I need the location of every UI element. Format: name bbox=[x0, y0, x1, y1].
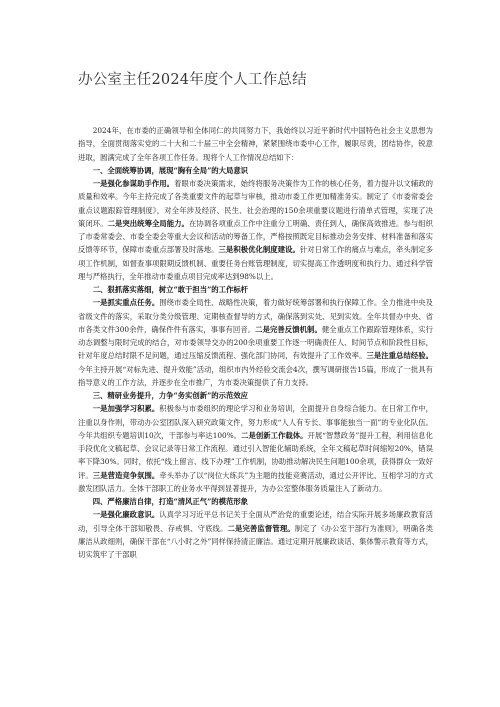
text-1-2: 在协调各项重点工作中注重分工明确、责任到人，确保高效推进。参与组织了市委常委会、市委全委会等重大会议和活动的筹备工作，严格按照既定目标推动会务安排、材料准备和落实反馈等环节，保障市委重点部署及时落地。 bbox=[78, 218, 433, 255]
section-4-paragraph bbox=[78, 508, 433, 561]
lead-3-3: 三是营造竞争氛围。 bbox=[92, 470, 160, 480]
lead-1-1: 一是强化参谋助手作用。 bbox=[92, 179, 175, 188]
lead-3-1: 一是加强学习积累。 bbox=[92, 404, 160, 414]
text-4-1: 认真学习习近平总书记关于全面从严治党的重要论述，结合实际开展多场廉政教育活动，引导全体干部知敬畏、存戒惧、守底线。 bbox=[78, 510, 433, 533]
section-heading-3: 三、精研业务提升，力争“务实创新”的示范效应 bbox=[92, 391, 249, 400]
document-title: 办公室主任2024年度个人工作总结 bbox=[78, 72, 307, 88]
lead-2-1: 一是抓实重点任务。 bbox=[92, 298, 160, 308]
text-2-2: 健全重点工作跟踪管理体系，实行动态调整与限时完成的结合，对市委领导交办的200余项重要工作逐一明确责任人、时间节点和阶段性目标，针对年度总结时限不足问题，通过压缩反馈流程、强化部门协同，有效提升了工作效率。 bbox=[78, 324, 433, 361]
text-3-3: 牵头举办了以“岗位大练兵”为主题的技能竞赛活动，通过公开评比、互相学习的方式激发团队活力。全体干部职工的业务水平得到显著提升，为办公室整体服务质量注入了新动力。 bbox=[78, 470, 433, 493]
section-heading-4: 四、严格廉洁自律，打造“清风正气”的模范形象 bbox=[92, 497, 249, 506]
text-1-3: 针对日常工作的痛点与难点，牵头制定多项工作机制，如督查事项限期反馈机制、重要任务台账管理制度，切实提高工作透明度和执行力。通过科学管理与严格执行，全年推动市委重点项目完成率达到98%以上。 bbox=[78, 245, 433, 281]
section-3-paragraph bbox=[78, 402, 433, 495]
lead-1-2: 二是突出统筹全局能力。 bbox=[107, 218, 189, 228]
section-1-paragraph bbox=[78, 177, 433, 283]
intro-paragraph: 2024年，在市委的正确领导和全体同仁的共同努力下，我始终以习近平新时代中国特色社会主义思想为指导，全面贯彻落实党的二十大和二十届三中全会精神，紧紧围绕市委中心工作，履职尽责，团结协作，锐意进取，圆满完成了全年各项工作任务。现将个人工作情况总结如下： bbox=[78, 126, 433, 162]
lead-3-2: 二是创新工作载体。 bbox=[241, 430, 308, 440]
section-heading-2: 二、狠抓落实落细，树立“敢于担当”的工作标杆 bbox=[92, 285, 249, 294]
lead-2-2: 二是完善反馈机制。 bbox=[255, 324, 322, 334]
text-1-1: 着眼市委决策需求，始终将服务决策作为工作的核心任务，着力提升以文辅政的质量和效率。今年主持完成了各类重要文件的起草与审核，推动市委工作更加精准务实。制定了《市委常委会重点议题跟踪管理制度》，对全年涉及经济、民生、社会治理的150余项重要议题进行清单式管理，实现了决策闭环。 bbox=[78, 179, 433, 228]
lead-2-3: 三是注重总结经验。 bbox=[366, 351, 433, 361]
lead-4-1: 一是强化廉政意识。 bbox=[92, 510, 160, 520]
text-3-1: 积极参与市委组织的理论学习和业务培训，全面提升自身综合能力。在日常工作中，注重以身作则，带动办公室团队深入研究政策文件，努力形成“人人有专长、事事能独当一面”的专业化队伍。今年共组织专题培训10次，干部参与率达100%。 bbox=[78, 404, 433, 440]
text-2-1: 围绕市委全局性、战略性决策，着力做好统筹部署和执行保障工作。全力推进中央及省级文件的落实，采取分类分级管理、定期核查督导的方式，确保落到实处、见到实效。全年共督办中央、省市各类文件300余件，确保件件有落实，事事有回音。 bbox=[78, 298, 433, 334]
lead-4-2: 二是完善监督管理。 bbox=[227, 523, 295, 533]
section-heading-1: 一、全面统筹协调，展现“胸有全局”的大局意识 bbox=[92, 165, 249, 175]
text-4-2: 制定了《办公室干部行为准则》，明确各类廉洁从政细则，确保干部在“八小时之外”同样保持清正廉洁。通过定期开展廉政谈话、集体警示教育等方式，切实筑牢了干部职 bbox=[78, 523, 433, 559]
section-2-paragraph bbox=[78, 296, 433, 389]
text-3-2: 开展“智慧政务”提升工程，利用信息化手段优化文稿起草、会议记录等日常工作流程。通过引入智能化辅助系统，全年文稿起草时间缩短20%，错误率下降30%。同时，依托“线上留言、线下办理”工作机制，协助推动解决民生问题100余项，获得群众一致好评。 bbox=[78, 430, 433, 480]
text-2-3: 今年主持开展“对标先进、提升效能”活动，组织市内外经验交流会4次，撰写调研报告15篇，形成了一批具有指导意义的工作方法，并逐步在全市推广，为市委决策提供了有力支持。 bbox=[78, 364, 433, 387]
document-body bbox=[78, 124, 433, 561]
lead-1-3: 三是积极优化制度建设。 bbox=[218, 245, 300, 255]
